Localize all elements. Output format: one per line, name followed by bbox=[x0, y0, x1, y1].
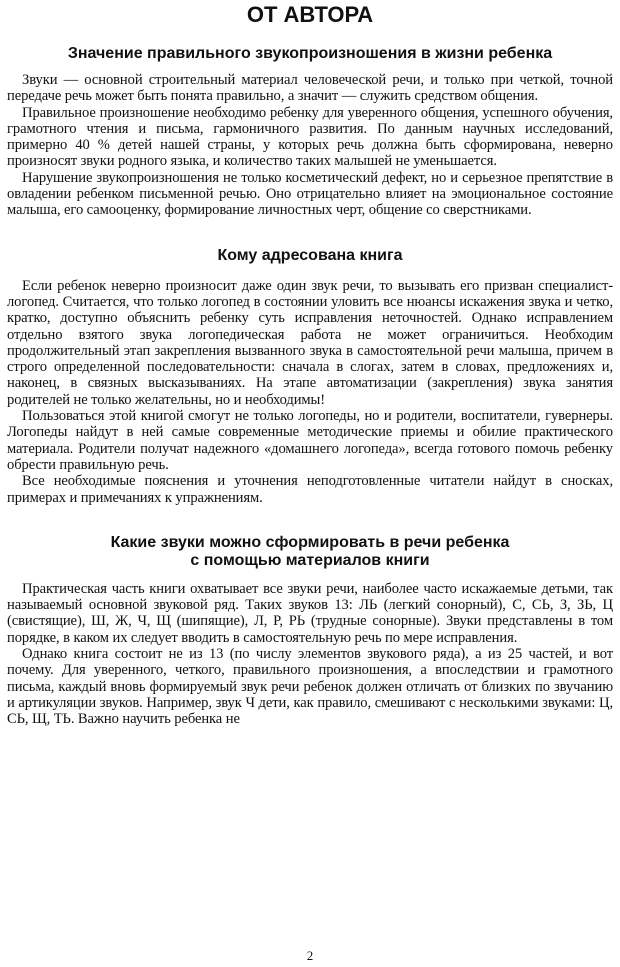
section-heading-sounds bbox=[7, 534, 613, 570]
paragraph: Практическая часть книги охватывает все звуки речи, наиболее часто искажаемые детьми, так называемый основной звуковой ряд. Таких звуков 13: ЛЬ (легкий сонорный), С, СЬ, З, ЗЬ, Ц (свистящие), Ш, Ж, Ч, Щ (шипящие), Л, Р, РЬ (трудные соноpные). Звуки представлены в том порядке, в каком их следует вводить в самостоятельную речь по мере исправления. bbox=[7, 580, 613, 646]
paragraph: Все необходимые пояснения и уточнения неподготовленные читатели найдут в сносках, примерах и примечаниях к упражнениям. bbox=[7, 473, 613, 506]
paragraph: Нарушение звукопроизношения не только косметический дефект, но и серьезное препятствие в овладении ребенком письменной речью. Оно отрицательно влияет на эмоциональное состояние малыша, его самооценку, формирование личностных черт, общение со сверстниками. bbox=[7, 169, 613, 219]
paragraph: Правильное произношение необходимо ребенку для уверенного общения, успешного обучения, грамотного чтения и письма, гармоничного развития. По данным научных исследований, примерно 40 % детей нашей страны, у которых речь должна быть сформирована, неверно произносят звуки родного языка, и количество таких малышей не уменьшается. bbox=[7, 104, 613, 170]
page-number: 2 bbox=[306, 948, 314, 963]
section-heading-sounds-line1: Какие звуки можно сформировать в речи ребенка bbox=[110, 533, 510, 551]
paragraph: Если ребенок неверно произносит даже один звук речи, то вызывать его призван специалист-логопед. Считается, что только логопед в состоянии уловить все нюансы искажения звука и четко, кратко, доступно объяснить ребенку суть исправления неточностей. Однако исправлением отдельно взятого звука логопедическая работа не может ограничиться. Необходим продолжительный этап закрепления вызванного звука в самостоятельной речи малыша, причем в строго определенной последовательности: сначала в слогах, затем в словах, предложениях и, наконец, в связных высказываниях. На этапе автоматизации (закрепления) звука занятия родителей не только желательны, но и необходимы! bbox=[7, 277, 613, 408]
paragraph: Однако книга состоит не из 13 (по числу элементов звукового ряда), а из 25 частей, и вот почему. Для уверенного, четкого, правильного произношения, а впоследствии и грамотного письма, каждый вновь формируемый звук речи ребенок должен отличать от близких по звучанию и артикуляции звуков. Например, звук Ч дети, как правило, смешивают с несколькими звуками: Ц, СЬ, Щ, ТЬ. Важно научить ребенка не bbox=[7, 646, 613, 728]
page-title: ОТ АВТОРА bbox=[246, 2, 374, 27]
section-heading-sounds-line2: с помощью материалов книги bbox=[190, 551, 430, 569]
paragraph: Звуки — основной строительный материал человеческой речи, и только при четкой, точной передаче речь может быть понята правильно, а значит — служить средством общения. bbox=[7, 72, 613, 105]
section-heading-importance: Значение правильного звукопроизношения в жизни ребенка bbox=[67, 45, 553, 62]
paragraph: Пользоваться этой книгой смогут не только логопеды, но и родители, воспитатели, гувернеры. Логопеды найдут в ней самые современные методические приемы и обилие практического материала. Родители получат надежного «домашнего логопеда», всегда готового помочь ребенку обрести правильную речь. bbox=[7, 408, 613, 473]
section-heading-audience: Кому адресована книга bbox=[217, 246, 403, 264]
